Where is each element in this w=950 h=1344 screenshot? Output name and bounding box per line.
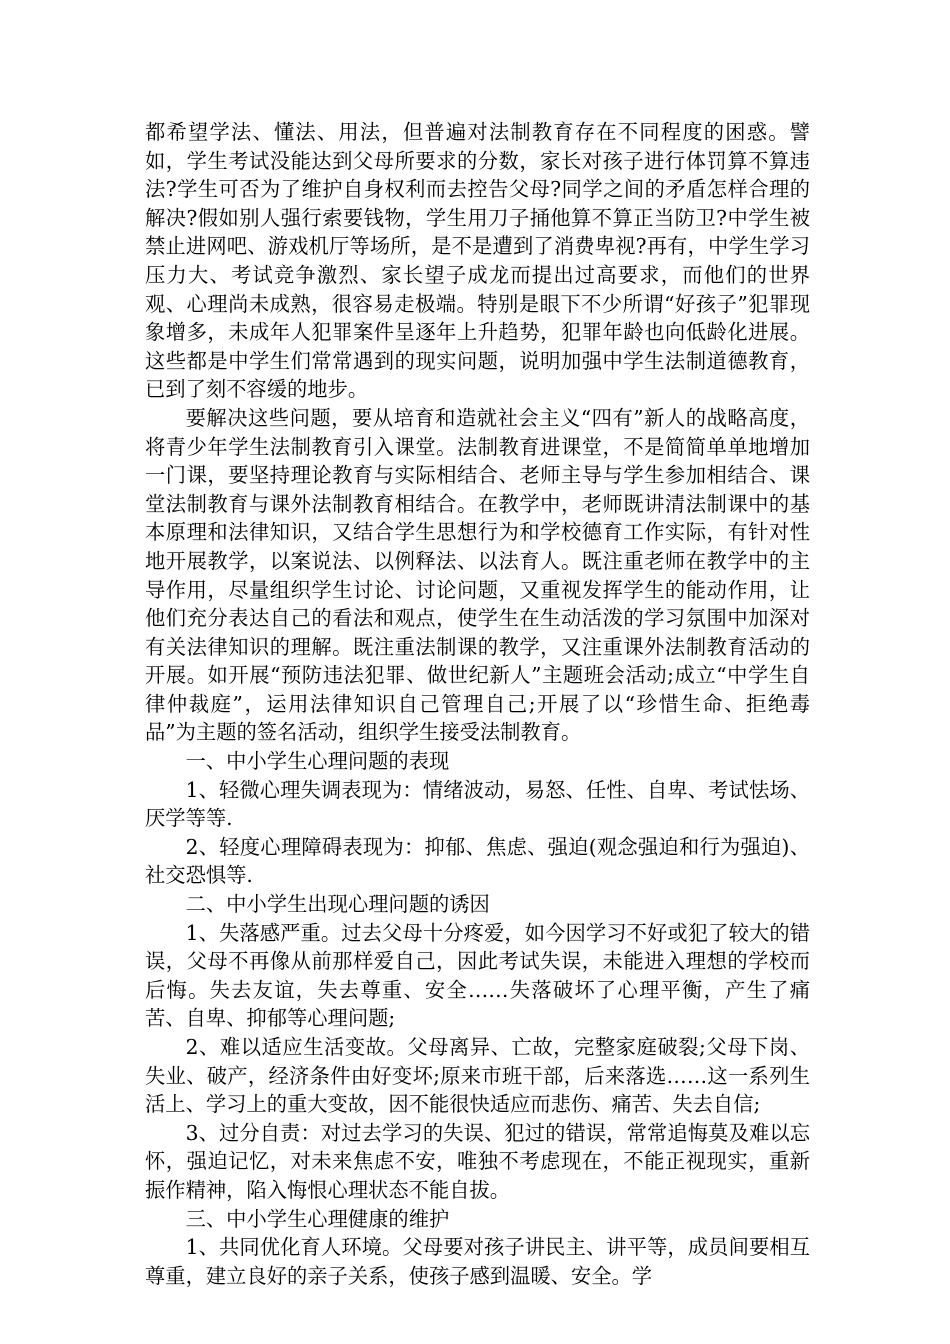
list-item-excessive-self-blame: 3、过分自责：对过去学习的失误、犯过的错误，常常追悔莫及难以忘怀，强迫记忆，对未来焦虑不安，唯独不考虑现在，不能正视现实，重新振作精神，陷入悔恨心理状态不能自拔。: [145, 1120, 810, 1202]
paragraph-legal-education-in-classroom: 要解决这些问题，要从培育和造就社会主义“四有”新人的战略高度，将青少年学生法制教育引入课堂。法制教育进课堂，不是简简单单地增加一门课，要坚持理论教育与实际相结合、老师主导与学生参加相结合、课堂法制教育与课外法制教育相结合。在教学中，老师既讲清法制课中的基本原理和法律知识，又结合学生思想行为和学校德育工作实际，有针对性地开展教学，以案说法、以例释法、以法育人。既注重老师在教学中的主导作用，尽量组织学生讨论、讨论问题，又重视发挥学生的能动作用，让他们充分表达自己的看法和观点，使学生在生动活泼的学习氛围中加深对有关法律知识的理解。既注重法制课的教学，又注重课外法制教育活动的开展。如开展“预防违法犯罪、做世纪新人”主题班会活动;成立“中学生自律仲裁庭”，运用法律知识自己管理自己;开展了以“珍惜生命、拒绝毒品”为主题的签名活动，组织学生接受法制教育。: [145, 405, 810, 745]
paragraph-legal-education-confusion: 都希望学法、懂法、用法，但普遍对法制教育存在不同程度的困惑。譬如，学生考试没能达到父母所要求的分数，家长对孩子进行体罚算不算违法?学生可否为了维护自身权利而去控告父母?同学之间的矛盾怎样合理的解决?假如别人强行索要钱物，学生用刀子捅他算不算正当防卫?中学生被禁止进网吧、游戏机厅等场所，是不是遭到了消费卑视?再有，中学生学习压力大、考试竞争激烈、家长望子成龙而提出过高要求，而他们的世界观、心理尚未成熟，很容易走极端。特别是眼下不少所谓“好孩子”犯罪现象增多，未成年人犯罪案件呈逐年上升趋势，犯罪年龄也向低龄化进展。这些都是中学生们常常遇到的现实问题，说明加强中学生法制道德教育，已到了刻不容缓的地步。: [145, 120, 810, 402]
list-item-mild-disorder: 2、轻度心理障碍表现为：抑郁、焦虑、强迫(观念强迫和行为强迫)、社交恐惧等.: [145, 834, 810, 888]
section-heading-psych-problem-manifestations: 一、中小学生心理问题的表现: [185, 749, 450, 774]
section-heading-psych-problem-causes: 二、中小学生出现心理问题的诱因: [185, 892, 490, 917]
section-heading-mental-health-maintenance: 三、中小学生心理健康的维护: [185, 1206, 450, 1231]
list-item-life-changes: 2、难以适应生活变故。父母离异、亡故，完整家庭破裂;父母下岗、失业、破产，经济条件由好变坏;原来市班干部，后来落选……这一系列生活上、学习上的重大变故，因不能很快适应而悲伤、痛苦、失去自信;: [145, 1035, 810, 1117]
list-item-optimize-environment: 1、共同优化育人环境。父母要对孩子讲民主、讲平等，成员间要相互尊重，建立良好的亲子关系，使孩子感到温暖、安全。学: [145, 1235, 810, 1288]
document-body: [145, 118, 810, 1290]
list-item-mild-maladjustment: 1、轻微心理失调表现为：情绪波动，易怒、任性、自卑、考试怯场、厌学等等.: [145, 777, 810, 831]
list-item-sense-of-loss: 1、失落感严重。过去父母十分疼爱，如今因学习不好或犯了较大的错误，父母不再像从前那样爱自己，因此考试失误，未能进入理想的学校而后悔。失去友谊，失去尊重、安全……失落破坏了心理平衡，产生了痛苦、自卑、抑郁等心理问题;: [145, 920, 810, 1031]
